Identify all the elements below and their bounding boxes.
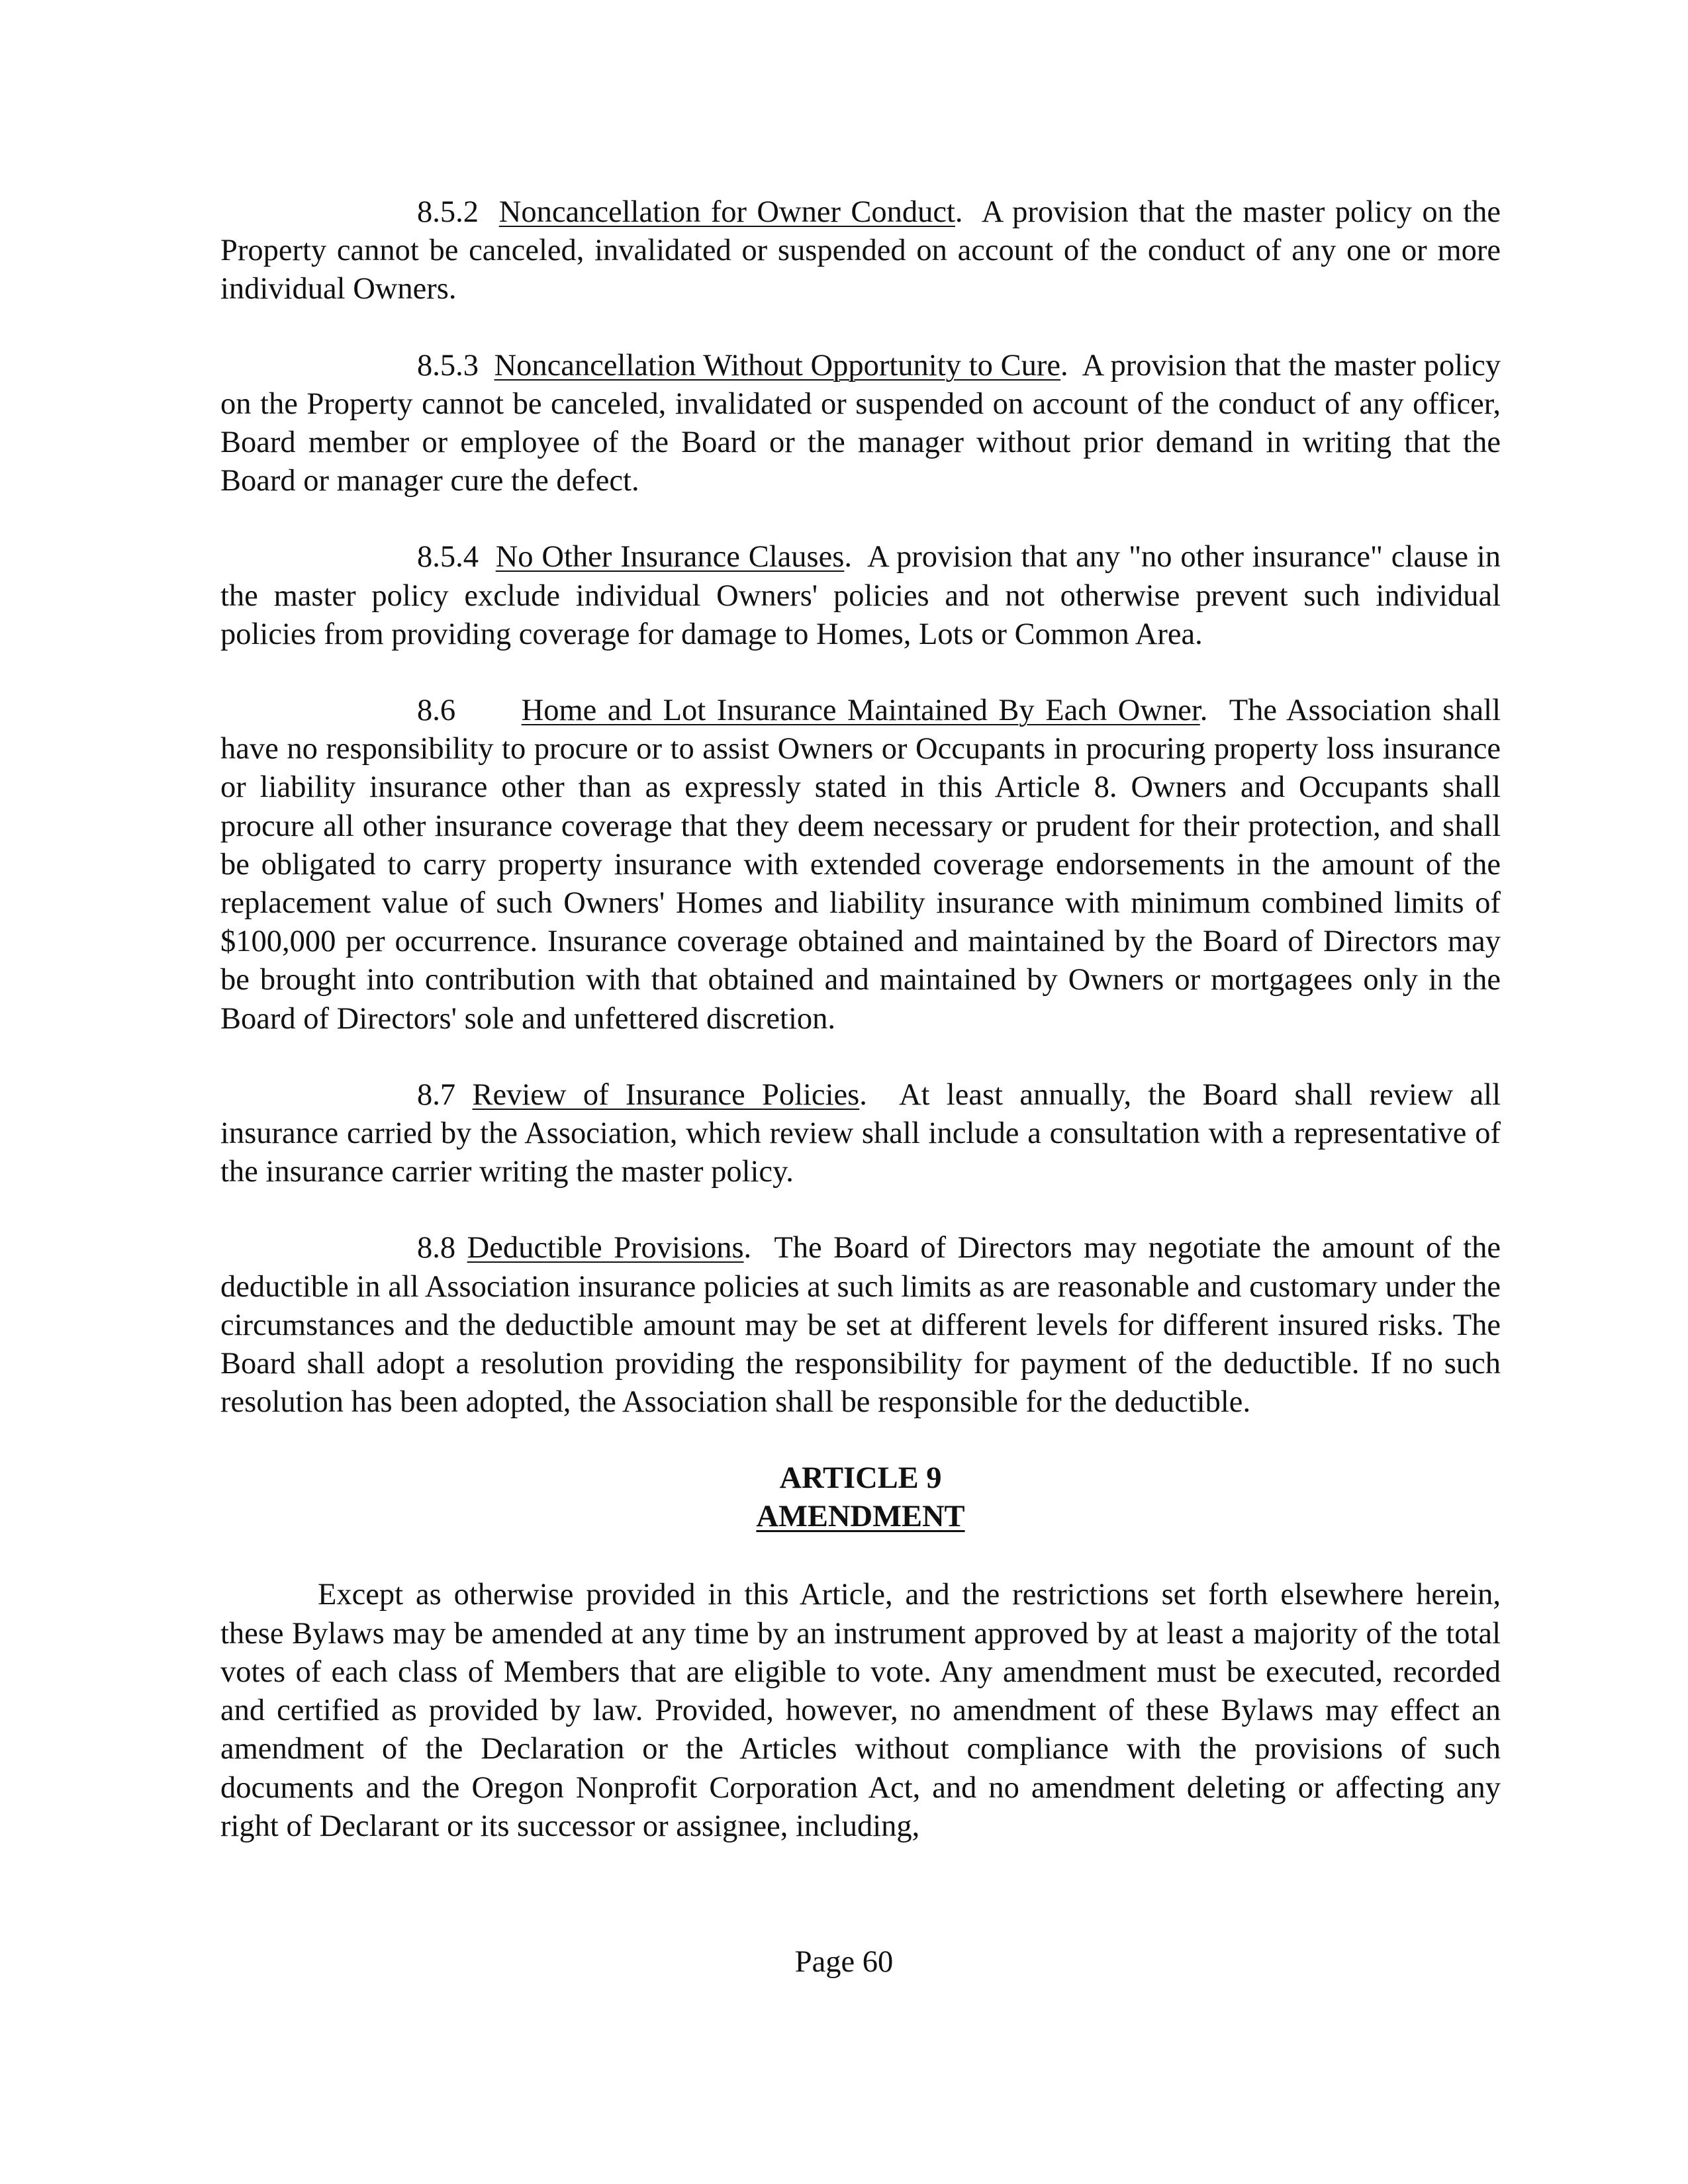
- section-title: Noncancellation for Owner Conduct: [498, 195, 955, 229]
- article-title: AMENDMENT: [756, 1500, 965, 1534]
- section-text: At least annually, the Board shall review all insurance carried by the Association, which review shall include a consultation with a representative of the insurance carrier writing the master policy.: [220, 1077, 1501, 1189]
- section-title: Home and Lot Insurance Maintained By Each Owner: [521, 694, 1200, 728]
- section-title: Deductible Provisions: [467, 1231, 744, 1265]
- section-title: Review of Insurance Policies: [472, 1077, 860, 1112]
- section-8-5-2: 8.5.2 Noncancellation for Owner Conduct. A provision that the master policy on the Property cannot be canceled, invalidated or suspended on account of the conduct of any one or more individual Owners.: [220, 195, 1501, 306]
- section-8-7: 8.7 Review of Insurance Policies. At least annually, the Board shall review all insurance carried by the Association, which review shall include a consultation with a representative of the insurance carrier writing the master policy.: [220, 1077, 1501, 1189]
- article-9-text: Except as otherwise provided in this Article, and the restrictions set forth elsewhere herein, these Bylaws may be amended at any time by an instrument approved by at least a majority of the total votes of each class of Members that are eligible to vote. Any amendment must be executed, recorded and certified as provided by law. Provided, however, no amendment of these Bylaws may effect an amendment of the Declaration or the Articles without compliance with the provisions of such documents and the Oregon Nonprofit Corporation Act, and no amendment deleting or affecting any right of Declarant or its successor or assignee, including,: [220, 1578, 1501, 1843]
- section-title: No Other Insurance Clauses: [495, 540, 845, 574]
- section-number: 8.7: [417, 1077, 456, 1112]
- section-text: A provision that any "no other insurance" clause in the master policy exclude individual Owners' policies and not otherwise prevent such individual policies from providing coverage for damage to Homes, Lots or Common Area.: [220, 540, 1501, 651]
- section-number: 8.5.4: [417, 540, 479, 574]
- section-text: A provision that the master policy on the Property cannot be canceled, invalidated or suspended on account of the conduct of any one or more individual Owners.: [220, 195, 1501, 306]
- article-label: ARTICLE 9: [779, 1461, 942, 1496]
- section-8-5-3: 8.5.3 Noncancellation Without Opportunity to Cure. A provision that the master policy on the Property cannot be canceled, invalidated or suspended on account of the conduct of any officer, Board member or employee of the Board or the manager without prior demand in writing that the Board or manager cure the defect.: [220, 348, 1501, 498]
- section-8-6: 8.6 Home and Lot Insurance Maintained By Each Owner. The Association shall have no responsibility to procure or to assist Owners or Occupants in procuring property loss insurance or liability insurance other than as expressly stated in this Article 8. Owners and Occupants shall procure all other insurance coverage that they deem necessary or prudent for their protection, and shall be obligated to carry property insurance with extended coverage endorsements in the amount of the replacement value of such Owners' Homes and liability insurance with minimum combined limits of $100,000 per occurrence. Insurance coverage obtained and maintained by the Board of Directors may be brought into contribution with that obtained and maintained by Owners or mortgagees only in the Board of Directors' sole and unfettered discretion.: [220, 694, 1501, 1036]
- section-text: A provision that the master policy on the Property cannot be canceled, invalidated or suspended on account of the conduct of any officer, Board member or employee of the Board or the manager without prior demand in writing that the Board or manager cure the defect.: [220, 348, 1501, 498]
- section-number: 8.5.2: [417, 195, 479, 229]
- page-number: Page 60: [794, 1945, 894, 1979]
- section-number: 8.5.3: [417, 348, 479, 383]
- section-8-8: 8.8 Deductible Provisions. The Board of Directors may negotiate the amount of the deductible in all Association insurance policies at such limits as are reasonable and customary under the circumstances and the deductible amount may be set at different levels for different insured risks. The Board shall adopt a resolution providing the responsibility for payment of the deductible. If no such resolution has been adopted, the Association shall be responsible for the deductible.: [220, 1231, 1501, 1420]
- section-number: 8.6: [417, 694, 456, 728]
- section-title: Noncancellation Without Opportunity to Cure: [494, 348, 1061, 383]
- document-body: [220, 193, 1501, 1884]
- section-text: The Association shall have no responsibility to procure or to assist Owners or Occupants in procuring property loss insurance or liability insurance other than as expressly stated in this Article 8. Owners and Occupants shall procure all other insurance coverage that they deem necessary or prudent for their protection, and shall be obligated to carry property insurance with extended coverage endorsements in the amount of the replacement value of such Owners' Homes and liability insurance with minimum combined limits of $100,000 per occurrence. Insurance coverage obtained and maintained by the Board of Directors may be brought into contribution with that obtained and maintained by Owners or mortgagees only in the Board of Directors' sole and unfettered discretion.: [220, 694, 1501, 1036]
- section-8-5-4: 8.5.4 No Other Insurance Clauses. A provision that any "no other insurance" clause in the master policy exclude individual Owners' policies and not otherwise prevent such individual policies from providing coverage for damage to Homes, Lots or Common Area.: [220, 540, 1501, 651]
- article-heading: [220, 1459, 1501, 1536]
- section-number: 8.8: [417, 1231, 456, 1265]
- section-text: The Board of Directors may negotiate the amount of the deductible in all Association insurance policies at such limits as are reasonable and customary under the circumstances and the deductible amount may be set at different levels for different insured risks. The Board shall adopt a resolution providing the responsibility for payment of the deductible. If no such resolution has been adopted, the Association shall be responsible for the deductible.: [220, 1231, 1501, 1420]
